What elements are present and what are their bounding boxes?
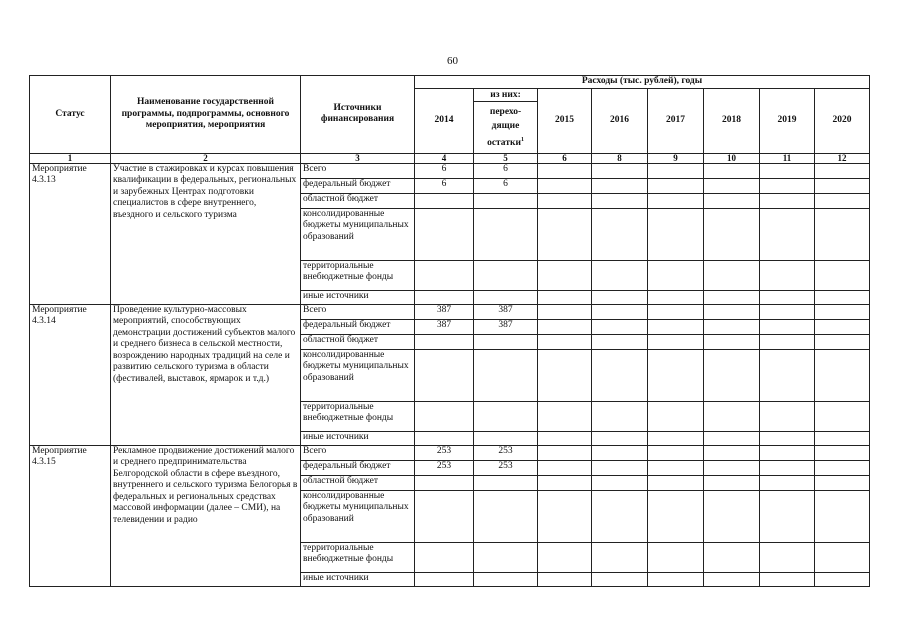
value-2014	[415, 401, 474, 431]
column-number: 3	[301, 153, 415, 163]
value-2014	[415, 490, 474, 542]
value-year-empty	[815, 290, 870, 304]
value-year-empty	[760, 460, 815, 475]
value-year-empty	[592, 445, 648, 460]
value-2014: 387	[415, 304, 474, 319]
column-number: 4	[415, 153, 474, 163]
funding-source: территориальные внебюджетные фонды	[301, 542, 415, 572]
value-year-empty	[815, 334, 870, 349]
funding-source: федеральный бюджет	[301, 319, 415, 334]
value-year-empty	[592, 260, 648, 290]
value-carryover: 253	[474, 445, 538, 460]
activity-status: Мероприятие 4.3.14	[30, 304, 111, 445]
funding-source: федеральный бюджет	[301, 460, 415, 475]
value-year-empty	[815, 260, 870, 290]
value-year-empty	[760, 208, 815, 260]
value-2014	[415, 208, 474, 260]
value-year-empty	[815, 349, 870, 401]
value-carryover	[474, 401, 538, 431]
value-year-empty	[815, 445, 870, 460]
value-year-empty	[760, 193, 815, 208]
value-year-empty	[592, 431, 648, 445]
year-header: 2019	[760, 88, 815, 153]
table-row	[30, 163, 870, 178]
value-year-empty	[648, 260, 704, 290]
value-year-empty	[760, 349, 815, 401]
value-2014	[415, 431, 474, 445]
value-carryover: 6	[474, 178, 538, 193]
value-carryover	[474, 334, 538, 349]
value-year-empty	[815, 431, 870, 445]
value-year-empty	[704, 193, 760, 208]
activity-name: Проведение культурно-массовых мероприятий, способствующих демонстрации достижений субъектов малого и среднего бизнеса в сельской местности, возрождению народных традиций на селе и развитию сельского туризма в области (фестивалей, выставок, ярмарок и т.д.)	[111, 304, 301, 445]
value-year-empty	[592, 542, 648, 572]
value-year-empty	[815, 490, 870, 542]
column-number: 8	[592, 153, 648, 163]
value-year-empty	[704, 290, 760, 304]
value-year-empty	[648, 290, 704, 304]
column-number: 9	[648, 153, 704, 163]
value-2014	[415, 572, 474, 586]
footnote-mark: 1	[520, 136, 524, 143]
value-year-empty	[538, 260, 592, 290]
value-year-empty	[704, 572, 760, 586]
funding-source: консолидированные бюджеты муниципальных образований	[301, 490, 415, 542]
column-number: 2	[111, 153, 301, 163]
value-year-empty	[538, 572, 592, 586]
value-year-empty	[704, 490, 760, 542]
value-year-empty	[760, 178, 815, 193]
value-2014	[415, 542, 474, 572]
value-year-empty	[648, 349, 704, 401]
value-year-empty	[592, 401, 648, 431]
value-year-empty	[538, 542, 592, 572]
value-year-empty	[648, 319, 704, 334]
table-header	[30, 76, 870, 164]
funding-source: областной бюджет	[301, 475, 415, 490]
value-year-empty	[592, 349, 648, 401]
value-carryover: 6	[474, 163, 538, 178]
value-year-empty	[648, 334, 704, 349]
value-carryover	[474, 542, 538, 572]
value-year-empty	[538, 290, 592, 304]
value-carryover	[474, 208, 538, 260]
value-year-empty	[592, 319, 648, 334]
value-year-empty	[704, 401, 760, 431]
year-header: 2020	[815, 88, 870, 153]
value-year-empty	[815, 572, 870, 586]
funding-source: федеральный бюджет	[301, 178, 415, 193]
value-2014	[415, 290, 474, 304]
year-2014-header: 2014	[415, 88, 474, 153]
value-year-empty	[760, 163, 815, 178]
page-number: 60	[447, 55, 458, 67]
value-year-empty	[815, 460, 870, 475]
value-year-empty	[704, 304, 760, 319]
sources-header: Источники финансирования	[301, 76, 415, 154]
activity-name: Участие в стажировках и курсах повышения квалификации в федеральных, региональных и зарубежных Центрах подготовки специалистов в сфере внутреннего, въездного и сельского туризма	[111, 163, 301, 304]
value-year-empty	[704, 542, 760, 572]
value-year-empty	[704, 319, 760, 334]
column-number: 11	[760, 153, 815, 163]
value-carryover	[474, 475, 538, 490]
budget-table	[29, 75, 870, 587]
column-number: 6	[538, 153, 592, 163]
value-carryover	[474, 349, 538, 401]
carryover-header	[474, 88, 538, 153]
table-body	[30, 163, 870, 586]
value-carryover: 253	[474, 460, 538, 475]
value-2014	[415, 349, 474, 401]
value-carryover: 387	[474, 319, 538, 334]
value-year-empty	[760, 572, 815, 586]
value-year-empty	[704, 475, 760, 490]
value-2014	[415, 475, 474, 490]
value-year-empty	[648, 208, 704, 260]
value-year-empty	[704, 445, 760, 460]
value-2014	[415, 193, 474, 208]
value-2014: 6	[415, 178, 474, 193]
value-year-empty	[592, 290, 648, 304]
value-year-empty	[704, 208, 760, 260]
value-year-empty	[704, 349, 760, 401]
value-2014: 253	[415, 445, 474, 460]
value-year-empty	[538, 445, 592, 460]
value-year-empty	[815, 178, 870, 193]
value-year-empty	[760, 290, 815, 304]
value-year-empty	[538, 319, 592, 334]
value-2014: 253	[415, 460, 474, 475]
value-year-empty	[815, 193, 870, 208]
value-year-empty	[648, 193, 704, 208]
of-them-label: из них:	[474, 89, 537, 102]
funding-source: областной бюджет	[301, 193, 415, 208]
carryover-label: перехо-дящие остатки	[487, 106, 522, 148]
value-2014: 6	[415, 163, 474, 178]
value-year-empty	[815, 475, 870, 490]
value-year-empty	[538, 193, 592, 208]
value-year-empty	[538, 431, 592, 445]
year-header: 2018	[704, 88, 760, 153]
value-year-empty	[538, 334, 592, 349]
value-year-empty	[760, 445, 815, 460]
value-year-empty	[760, 542, 815, 572]
value-year-empty	[538, 163, 592, 178]
value-year-empty	[815, 401, 870, 431]
name-header: Наименование государственной программы, подпрограммы, основного мероприятия, мероприятия	[111, 76, 301, 154]
table-row	[30, 304, 870, 319]
value-year-empty	[648, 431, 704, 445]
value-year-empty	[592, 475, 648, 490]
funding-source: консолидированные бюджеты муниципальных образований	[301, 349, 415, 401]
funding-source: территориальные внебюджетные фонды	[301, 260, 415, 290]
value-year-empty	[648, 542, 704, 572]
value-year-empty	[704, 178, 760, 193]
value-year-empty	[704, 431, 760, 445]
value-year-empty	[760, 490, 815, 542]
value-year-empty	[592, 572, 648, 586]
value-carryover	[474, 193, 538, 208]
value-year-empty	[760, 431, 815, 445]
value-year-empty	[704, 460, 760, 475]
value-year-empty	[538, 208, 592, 260]
column-number: 5	[474, 153, 538, 163]
column-number: 12	[815, 153, 870, 163]
funding-source: консолидированные бюджеты муниципальных образований	[301, 208, 415, 260]
table-row	[30, 445, 870, 460]
value-year-empty	[538, 490, 592, 542]
year-header: 2016	[592, 88, 648, 153]
expenses-header: Расходы (тыс. рублей), годы	[415, 76, 870, 89]
value-year-empty	[648, 490, 704, 542]
value-year-empty	[648, 178, 704, 193]
value-year-empty	[538, 401, 592, 431]
value-year-empty	[592, 304, 648, 319]
value-year-empty	[815, 163, 870, 178]
value-year-empty	[592, 208, 648, 260]
value-year-empty	[648, 475, 704, 490]
value-year-empty	[815, 304, 870, 319]
value-2014	[415, 334, 474, 349]
value-year-empty	[592, 163, 648, 178]
funding-source: иные источники	[301, 431, 415, 445]
funding-source: иные источники	[301, 572, 415, 586]
value-year-empty	[760, 304, 815, 319]
value-year-empty	[704, 260, 760, 290]
column-number: 10	[704, 153, 760, 163]
value-year-empty	[538, 349, 592, 401]
activity-name: Рекламное продвижение достижений малого и среднего предпринимательства Белгородской области в сфере въездного, внутреннего и сельского туризма Белогорья в федеральных и региональных средствах массовой информации (далее – СМИ), на телевидении и радио	[111, 445, 301, 586]
value-year-empty	[760, 401, 815, 431]
value-year-empty	[648, 572, 704, 586]
value-year-empty	[704, 334, 760, 349]
activity-status: Мероприятие 4.3.13	[30, 163, 111, 304]
value-2014: 387	[415, 319, 474, 334]
value-year-empty	[648, 304, 704, 319]
value-carryover	[474, 260, 538, 290]
value-year-empty	[760, 319, 815, 334]
value-2014	[415, 260, 474, 290]
year-header: 2017	[648, 88, 704, 153]
funding-source: иные источники	[301, 290, 415, 304]
value-year-empty	[592, 460, 648, 475]
value-carryover: 387	[474, 304, 538, 319]
status-header: Статус	[30, 76, 111, 154]
value-year-empty	[648, 460, 704, 475]
value-carryover	[474, 290, 538, 304]
value-carryover	[474, 490, 538, 542]
value-carryover	[474, 431, 538, 445]
value-year-empty	[592, 193, 648, 208]
value-year-empty	[538, 304, 592, 319]
funding-source: Всего	[301, 304, 415, 319]
value-year-empty	[815, 319, 870, 334]
value-year-empty	[815, 542, 870, 572]
value-year-empty	[648, 445, 704, 460]
funding-source: Всего	[301, 163, 415, 178]
value-year-empty	[592, 490, 648, 542]
value-year-empty	[815, 208, 870, 260]
value-year-empty	[538, 475, 592, 490]
year-header: 2015	[538, 88, 592, 153]
value-year-empty	[538, 460, 592, 475]
funding-source: Всего	[301, 445, 415, 460]
value-year-empty	[648, 401, 704, 431]
value-year-empty	[760, 475, 815, 490]
funding-source: территориальные внебюджетные фонды	[301, 401, 415, 431]
value-year-empty	[704, 163, 760, 178]
column-numbers-row	[30, 153, 870, 163]
activity-status: Мероприятие 4.3.15	[30, 445, 111, 586]
value-carryover	[474, 572, 538, 586]
value-year-empty	[592, 334, 648, 349]
value-year-empty	[760, 334, 815, 349]
funding-source: областной бюджет	[301, 334, 415, 349]
value-year-empty	[760, 260, 815, 290]
value-year-empty	[592, 178, 648, 193]
column-number: 1	[30, 153, 111, 163]
value-year-empty	[648, 163, 704, 178]
value-year-empty	[538, 178, 592, 193]
